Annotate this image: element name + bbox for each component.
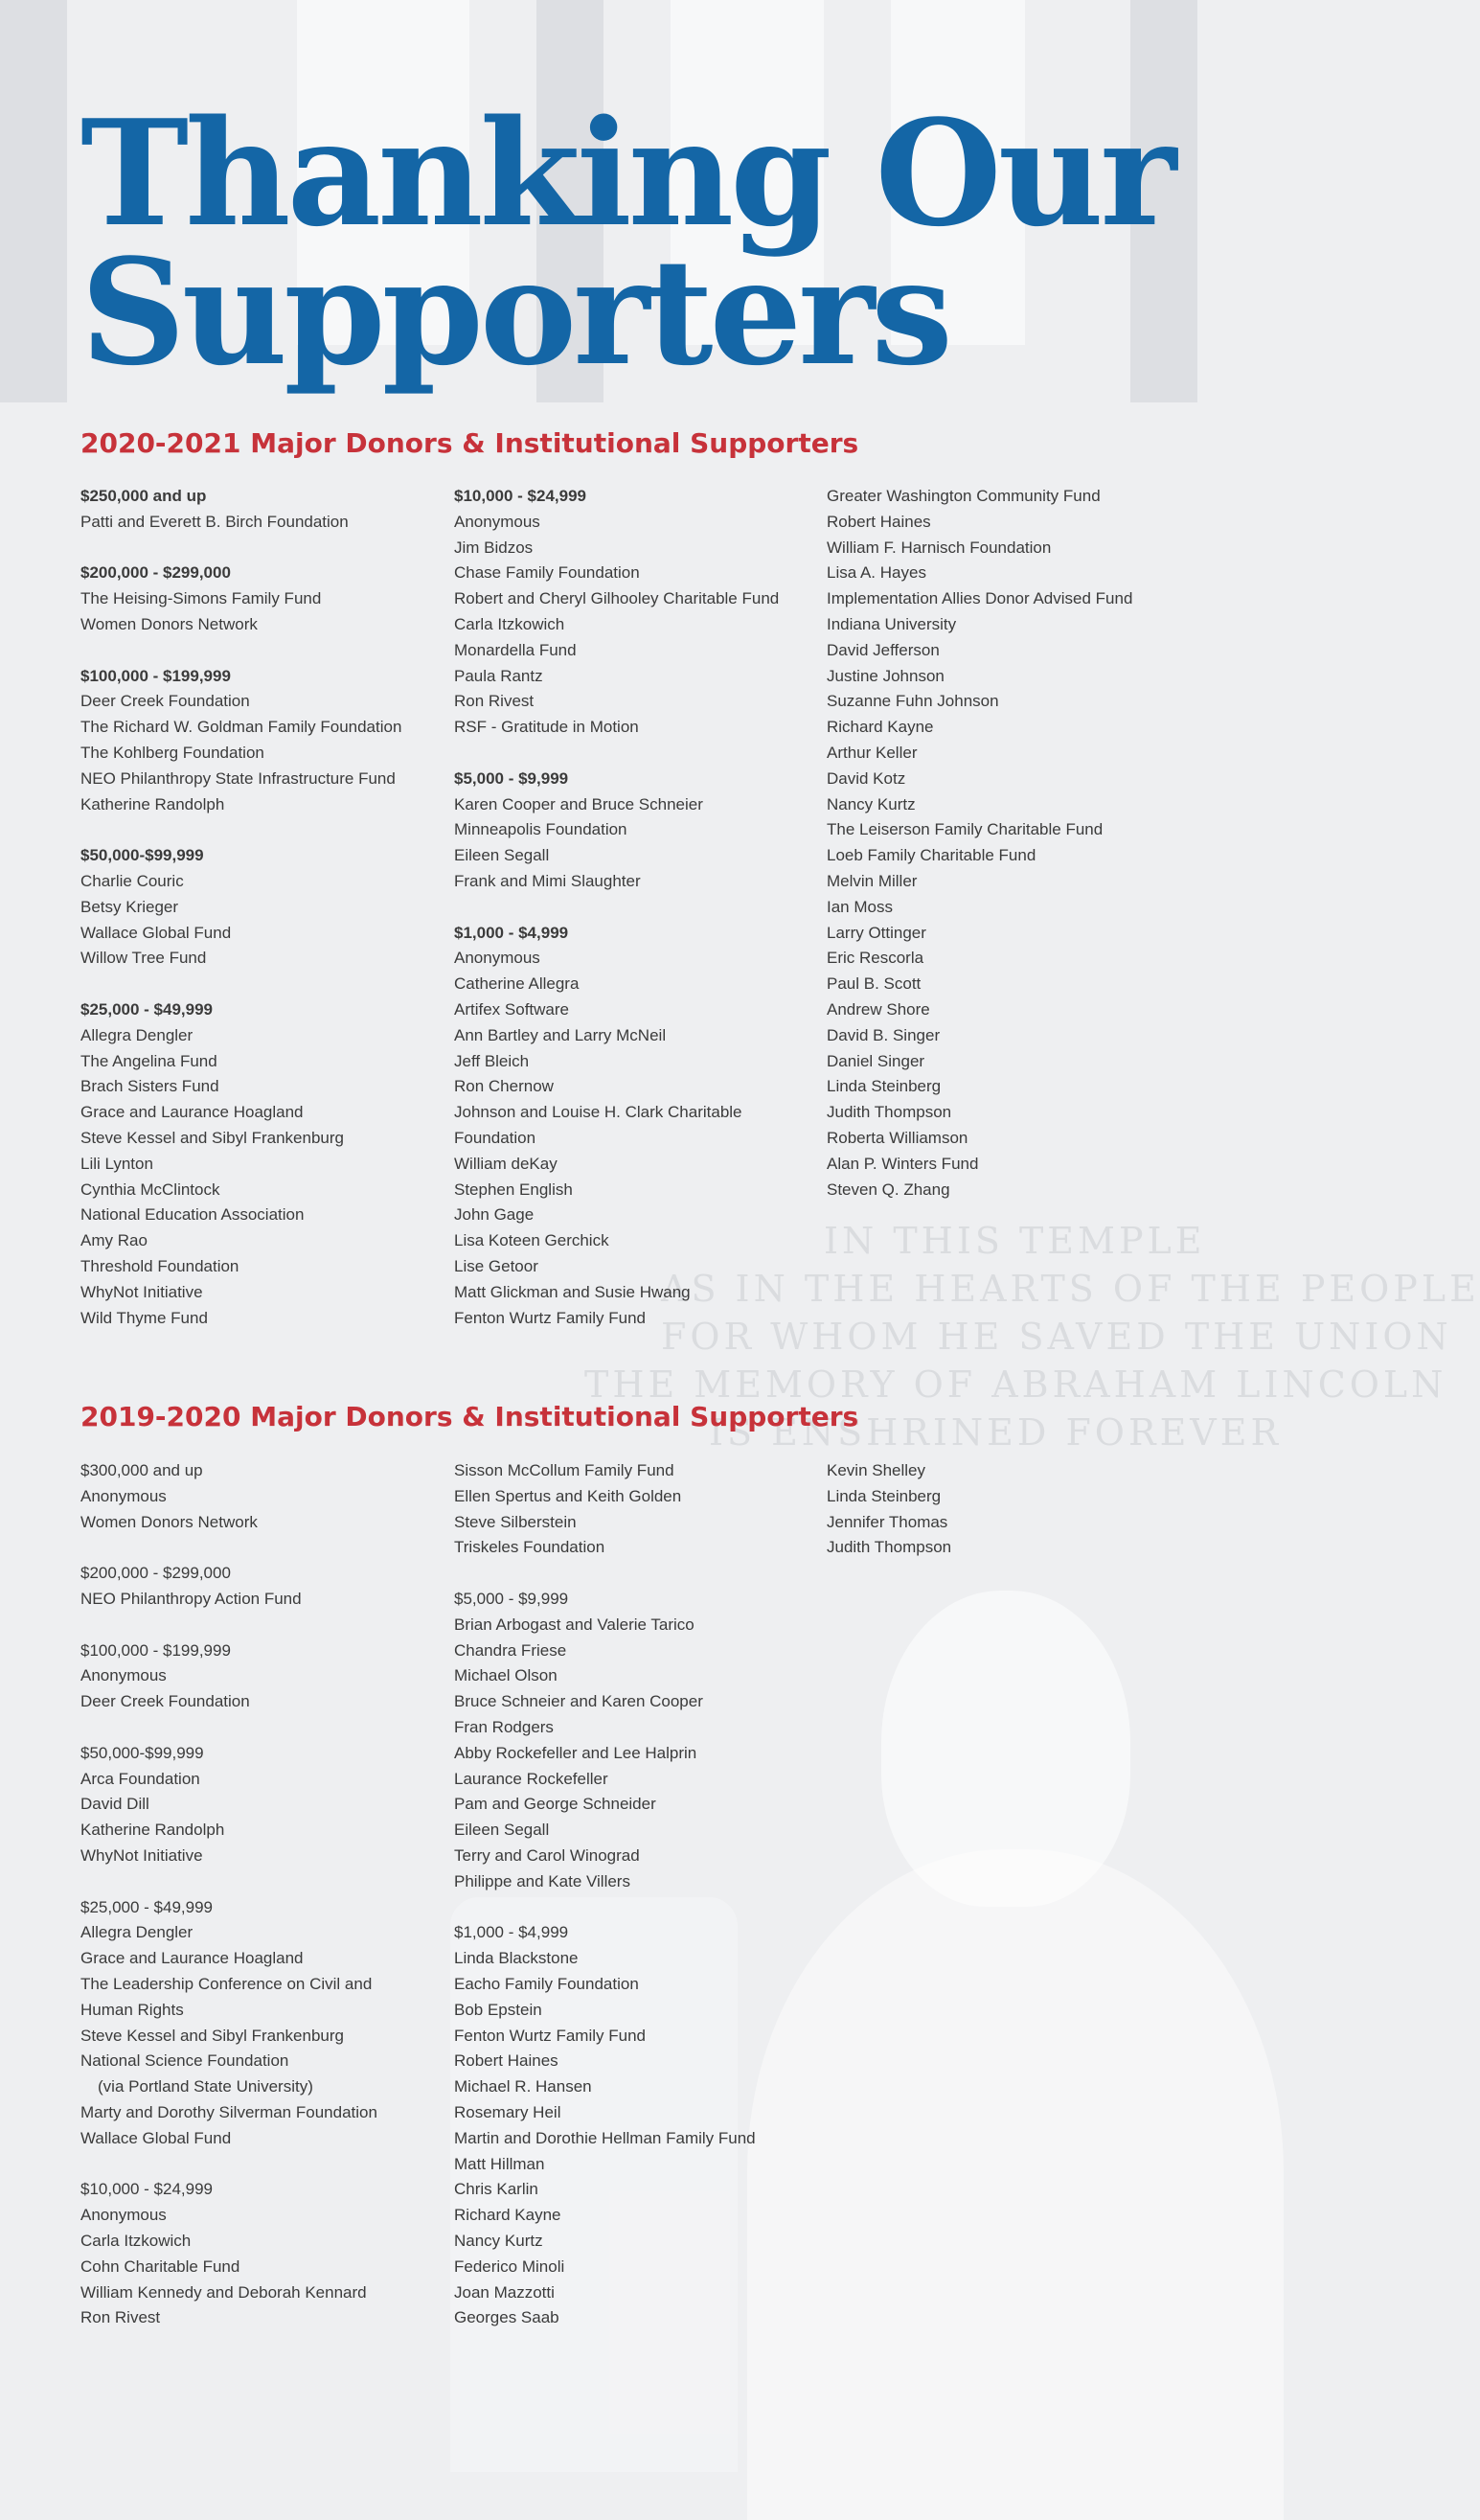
donor-name: Katherine Randolph	[80, 794, 225, 813]
donor-name: Rosemary Heil	[454, 2102, 561, 2121]
donor-name: Chase Family Foundation	[454, 563, 640, 583]
donor-name: Lisa Koteen Gerchick	[454, 1231, 609, 1250]
donor-name: Lili Lynton	[80, 1154, 153, 1173]
donor-name: Anonymous	[454, 512, 540, 531]
page-title-line-2: Supporters	[80, 226, 949, 398]
donor-name: Arthur Keller	[827, 743, 918, 762]
spacer	[80, 1869, 377, 1895]
donor-name: Indiana University	[827, 614, 957, 633]
spacer	[454, 1561, 756, 1587]
donor-name: Women Donors Network	[80, 614, 258, 633]
donor-name: Cohn Charitable Fund	[80, 2257, 240, 2276]
donor-name: The Heising-Simons Family Fund	[80, 589, 322, 608]
donor-name: Betsy Krieger	[80, 897, 179, 916]
donor-note: (via Portland State University)	[98, 2077, 313, 2096]
spacer	[80, 1535, 377, 1561]
donor-name: Fenton Wurtz Family Fund	[454, 1308, 646, 1327]
page-title	[80, 87, 1173, 398]
donor-name: Charlie Couric	[80, 871, 184, 890]
giving-tier-label: $1,000 - $4,999	[454, 1923, 569, 1942]
giving-tier-label: $50,000-$99,999	[80, 1743, 204, 1762]
donor-name: Triskeles Foundation	[454, 1538, 605, 1557]
donor-name: Terry and Carol Winograd	[454, 1845, 640, 1865]
donor-name: Deer Creek Foundation	[80, 692, 250, 711]
giving-tier-label: $5,000 - $9,999	[454, 768, 569, 788]
donor-column	[827, 484, 1132, 1203]
donor-name: Lisa A. Hayes	[827, 563, 926, 583]
donor-name: Kevin Shelley	[827, 1461, 926, 1479]
donor-name: Steve Kessel and Sibyl Frankenburg	[80, 1128, 344, 1147]
donor-name: Lise Getoor	[454, 1256, 538, 1275]
donor-name: Daniel Singer	[827, 1051, 925, 1070]
giving-tier-label: $10,000 - $24,999	[80, 2180, 214, 2199]
donor-name: RSF - Gratitude in Motion	[454, 718, 639, 737]
donor-name: Anonymous	[454, 949, 540, 968]
donor-name: Sisson McCollum Family Fund	[454, 1461, 674, 1479]
donor-name: Richard Kayne	[827, 718, 934, 737]
donor-name: Bruce Schneier and Karen Cooper	[454, 1692, 703, 1711]
inscription-line: IS ENSHRINED FOREVER	[709, 1411, 1283, 1454]
donor-name: Ann Bartley and Larry McNeil	[454, 1025, 667, 1044]
donor-column	[454, 1458, 756, 2331]
donor-name: Stephen English	[454, 1180, 573, 1199]
donor-name: Paula Rantz	[454, 666, 543, 685]
donor-name: The Leiserson Family Charitable Fund	[827, 820, 1104, 839]
giving-tier-label: $200,000 - $299,000	[80, 1564, 231, 1583]
donor-name: Patti and Everett B. Birch Foundation	[80, 512, 349, 531]
donor-name: Matt Glickman and Susie Hwang	[454, 1282, 691, 1301]
spacer	[80, 2152, 377, 2178]
giving-tier-label: $300,000 and up	[80, 1461, 203, 1479]
donor-name: Laurance Rockefeller	[454, 1769, 608, 1788]
donor-name: Fenton Wurtz Family Fund	[454, 2026, 646, 2045]
donor-name: The Richard W. Goldman Family Foundation	[80, 718, 402, 737]
donor-name: Robert Haines	[454, 2051, 558, 2071]
inscription-line: IN THIS TEMPLE	[824, 1220, 1206, 1262]
donor-name: Ron Rivest	[454, 692, 535, 711]
section-heading-2019-2020: 2019-2020 Major Donors & Institutional Supporters	[80, 1401, 859, 1432]
donor-name: Larry Ottinger	[827, 923, 926, 942]
donor-name: Greater Washington Community Fund	[827, 487, 1101, 505]
donor-name: National Science Foundation	[80, 2051, 289, 2071]
donor-name: Allegra Dengler	[80, 1923, 194, 1942]
giving-tier-label: $50,000-$99,999	[80, 846, 204, 865]
donor-name: Minneapolis Foundation	[454, 820, 627, 839]
spacer	[454, 1895, 756, 1921]
donor-name: Frank and Mimi Slaughter	[454, 871, 641, 890]
donor-name: David Kotz	[827, 768, 906, 788]
donor-name: NEO Philanthropy Action Fund	[80, 1589, 302, 1608]
donor-name: Jim Bidzos	[454, 538, 534, 557]
donor-name: David Jefferson	[827, 640, 940, 659]
spacer	[80, 1613, 377, 1638]
donor-name: The Angelina Fund	[80, 1051, 217, 1070]
donor-name: Chandra Friese	[454, 1640, 567, 1660]
donor-name: Karen Cooper and Bruce Schneier	[454, 794, 703, 813]
donor-name: Bob Epstein	[454, 2000, 542, 2019]
spacer	[80, 536, 401, 561]
donor-name: Carla Itzkowich	[454, 614, 565, 633]
donor-name: Marty and Dorothy Silverman Foundation	[80, 2102, 377, 2121]
donor-name: Implementation Allies Donor Advised Fund	[827, 589, 1133, 608]
donor-name: Fran Rodgers	[454, 1717, 554, 1736]
donor-name: WhyNot Initiative	[80, 1282, 203, 1301]
donor-name: Martin and Dorothie Hellman Family Fund	[454, 2128, 756, 2147]
donor-name: Wallace Global Fund	[80, 2128, 232, 2147]
donor-name: Eacho Family Foundation	[454, 1974, 639, 1993]
donor-name: Monardella Fund	[454, 640, 577, 659]
giving-tier-label: $10,000 - $24,999	[454, 487, 587, 505]
donor-column	[80, 484, 401, 1331]
donor-name: Allegra Dengler	[80, 1025, 194, 1044]
donor-name: Human Rights	[80, 2000, 184, 2019]
donor-name: Suzanne Fuhn Johnson	[827, 692, 999, 711]
donor-name: Catherine Allegra	[454, 974, 580, 994]
donor-name: Linda Steinberg	[827, 1486, 942, 1505]
donor-name: NEO Philanthropy State Infrastructure Fund	[80, 768, 396, 788]
donor-name: Linda Blackstone	[454, 1949, 579, 1968]
donor-name: Justine Johnson	[827, 666, 945, 685]
donor-name: Cynthia McClintock	[80, 1180, 220, 1199]
giving-tier-label: $1,000 - $4,999	[454, 923, 569, 942]
donor-name: William Kennedy and Deborah Kennard	[80, 2282, 367, 2302]
spacer	[454, 895, 779, 921]
donor-name: Robert Haines	[827, 512, 931, 531]
donor-name: National Education Association	[80, 1205, 305, 1225]
giving-tier-label: $100,000 - $199,999	[80, 666, 231, 685]
donor-name: Joan Mazzotti	[454, 2282, 555, 2302]
donor-name: Steven Q. Zhang	[827, 1180, 950, 1199]
donor-name: Threshold Foundation	[80, 1256, 239, 1275]
donor-name: Judith Thompson	[827, 1538, 952, 1557]
spacer	[80, 972, 401, 997]
donor-column	[80, 1458, 377, 2331]
giving-tier-label: $25,000 - $49,999	[80, 1897, 214, 1916]
page-title-line-1: Thanking Our	[80, 87, 1173, 259]
donor-name: Alan P. Winters Fund	[827, 1154, 979, 1173]
donor-name: Ron Chernow	[454, 1077, 554, 1096]
spacer	[80, 817, 401, 843]
donor-name: Anonymous	[80, 1666, 167, 1685]
donor-name: David Dill	[80, 1795, 149, 1814]
donor-name: Federico Minoli	[454, 2257, 565, 2276]
donor-name: Philippe and Kate Villers	[454, 1871, 630, 1890]
donor-name: Jennifer Thomas	[827, 1512, 948, 1531]
donor-name: Ellen Spertus and Keith Golden	[454, 1486, 682, 1505]
donor-name: Carla Itzkowich	[80, 2231, 192, 2250]
donor-name: Judith Thompson	[827, 1103, 952, 1122]
donor-name: Eileen Segall	[454, 1821, 550, 1840]
donor-name: Richard Kayne	[454, 2206, 561, 2225]
donor-name: Ian Moss	[827, 897, 893, 916]
donor-name: Nancy Kurtz	[827, 794, 916, 813]
donor-name: Paul B. Scott	[827, 974, 922, 994]
donor-name: Anonymous	[80, 1486, 167, 1505]
donor-name: Foundation	[454, 1128, 536, 1147]
donor-column	[454, 484, 779, 1331]
donor-name: Wild Thyme Fund	[80, 1308, 208, 1327]
donor-name: Nancy Kurtz	[454, 2231, 543, 2250]
donor-name: Robert and Cheryl Gilhooley Charitable Fund	[454, 589, 780, 608]
donor-name: The Leadership Conference on Civil and	[80, 1974, 373, 1993]
spacer	[80, 638, 401, 664]
donor-name: Andrew Shore	[827, 999, 930, 1019]
giving-tier-label: $5,000 - $9,999	[454, 1589, 569, 1608]
donor-name: Melvin Miller	[827, 871, 918, 890]
donor-name: Roberta Williamson	[827, 1128, 968, 1147]
donor-name: Chris Karlin	[454, 2180, 538, 2199]
donor-name: Brach Sisters Fund	[80, 1077, 219, 1096]
inscription-line: THE MEMORY OF ABRAHAM LINCOLN	[584, 1363, 1447, 1406]
giving-tier-label: $100,000 - $199,999	[80, 1640, 231, 1660]
giving-tier-label: $25,000 - $49,999	[80, 999, 214, 1019]
donor-name: Abby Rockefeller and Lee Halprin	[454, 1743, 697, 1762]
giving-tier-label: $250,000 and up	[80, 487, 207, 505]
donor-name: Steve Kessel and Sibyl Frankenburg	[80, 2026, 344, 2045]
donor-name: Amy Rao	[80, 1231, 148, 1250]
donor-name: Eric Rescorla	[827, 949, 924, 968]
donor-name: Artifex Software	[454, 999, 569, 1019]
donor-name: Pam and George Schneider	[454, 1795, 656, 1814]
donor-name: John Gage	[454, 1205, 535, 1225]
section-heading-2020-2021: 2020-2021 Major Donors & Institutional Supporters	[80, 427, 859, 459]
donor-name: Jeff Bleich	[454, 1051, 530, 1070]
donor-name: William F. Harnisch Foundation	[827, 538, 1052, 557]
donor-column	[827, 1458, 951, 1561]
spacer	[454, 741, 779, 767]
donor-name: WhyNot Initiative	[80, 1845, 203, 1865]
inscription-line: AS IN THE HEARTS OF THE PEOPLE	[661, 1268, 1480, 1310]
donor-name: Wallace Global Fund	[80, 923, 232, 942]
donor-name: Matt Hillman	[454, 2154, 545, 2173]
donor-name: Georges Saab	[454, 2308, 559, 2327]
donor-name: David B. Singer	[827, 1025, 941, 1044]
donor-name: Loeb Family Charitable Fund	[827, 846, 1036, 865]
giving-tier-label: $200,000 - $299,000	[80, 563, 231, 583]
donor-name: Arca Foundation	[80, 1769, 200, 1788]
inscription-line: FOR WHOM HE SAVED THE UNION	[661, 1316, 1452, 1358]
donor-name: Johnson and Louise H. Clark Charitable	[454, 1103, 742, 1122]
donor-name: Deer Creek Foundation	[80, 1692, 250, 1711]
donor-name: Grace and Laurance Hoagland	[80, 1949, 304, 1968]
donor-name: Grace and Laurance Hoagland	[80, 1103, 304, 1122]
donor-name: The Kohlberg Foundation	[80, 743, 264, 762]
donor-name: Brian Arbogast and Valerie Tarico	[454, 1615, 694, 1634]
donor-name: William deKay	[454, 1154, 558, 1173]
donor-name: Michael R. Hansen	[454, 2077, 592, 2096]
spacer	[80, 1715, 377, 1741]
donor-name: Willow Tree Fund	[80, 949, 207, 968]
donor-name: Eileen Segall	[454, 846, 550, 865]
donor-name: Steve Silberstein	[454, 1512, 577, 1531]
donor-name: Ron Rivest	[80, 2308, 161, 2327]
donor-name: Michael Olson	[454, 1666, 558, 1685]
donor-name: Anonymous	[80, 2206, 167, 2225]
donor-name: Linda Steinberg	[827, 1077, 942, 1096]
donor-name: Katherine Randolph	[80, 1821, 225, 1840]
donor-name: Women Donors Network	[80, 1512, 258, 1531]
